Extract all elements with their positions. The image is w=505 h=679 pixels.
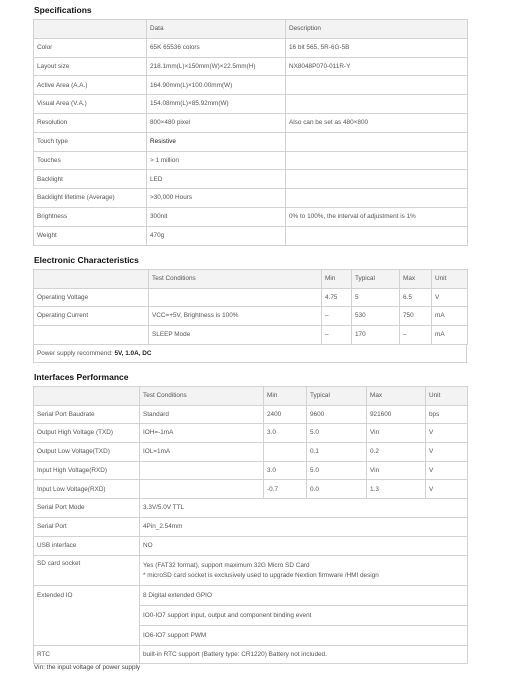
specifications-title: Specifications <box>34 5 92 15</box>
table-cell: 3.0 <box>264 424 307 443</box>
header-cell: Unit <box>426 387 468 406</box>
table-row <box>34 57 468 76</box>
table-cell: Color <box>34 38 147 57</box>
table-row <box>34 226 468 245</box>
table-row <box>34 189 468 208</box>
table-cell: 530 <box>352 307 400 326</box>
table-cell: Visual Area (V.A.) <box>34 95 147 114</box>
header-cell: Test Conditions <box>149 270 322 289</box>
table-cell: Vin <box>367 424 426 443</box>
header-cell: Data <box>147 20 286 39</box>
table-cell: 3.0 <box>264 461 307 480</box>
table-cell: 0% to 100%, the interval of adjustment is 1% <box>286 207 468 226</box>
table-row <box>34 405 468 424</box>
extio-label: Extended IO <box>34 586 140 646</box>
extio-line-2: IO0-IO7 support input, output and component binding event <box>140 606 468 626</box>
rtc-text: built-in RTC support (Battery type: CR1220) <box>143 650 267 658</box>
table-cell: Weight <box>34 226 147 245</box>
serial-port-value: 4Pin_2.54mm <box>140 518 468 537</box>
table-cell <box>140 461 264 480</box>
table-cell <box>286 189 468 208</box>
table-cell <box>140 480 264 499</box>
table-cell: V <box>426 461 468 480</box>
table-cell: 470g <box>147 226 286 245</box>
table-cell: 750 <box>400 307 432 326</box>
table-cell: – <box>400 326 432 345</box>
table-cell: Vin <box>367 461 426 480</box>
table-cell: Active Area (A.A.) <box>34 76 147 95</box>
table-cell: IOL=1mA <box>140 443 264 462</box>
table-cell <box>286 170 468 189</box>
table-cell: SLEEP Mode <box>149 326 322 345</box>
table-cell: Also can be set as 480×800 <box>286 113 468 132</box>
header-cell: Typical <box>352 270 400 289</box>
rtc-note: Battery not included. <box>268 650 327 658</box>
power-recommend-label: Power supply recommend: <box>37 349 113 357</box>
extio-line-1: 8 Digital extended GPIO <box>140 586 468 606</box>
sd-label: SD card socket <box>34 556 140 586</box>
header-cell: Description <box>286 20 468 39</box>
table-cell <box>264 443 307 462</box>
table-cell: 170 <box>352 326 400 345</box>
table-cell: Touches <box>34 151 147 170</box>
table-cell <box>286 226 468 245</box>
sd-value <box>140 556 468 586</box>
serial-port-label: Serial Port <box>34 518 140 537</box>
table-row <box>34 113 468 132</box>
table-cell: 16 bit 565, 5R-6G-5B <box>286 38 468 57</box>
table-row <box>34 461 468 480</box>
table-cell: 154.08mm(L)×85.92mm(W) <box>147 95 286 114</box>
power-recommend-table <box>33 344 467 363</box>
table-cell: mA <box>432 307 468 326</box>
table-row <box>34 307 468 326</box>
header-row <box>34 20 468 39</box>
table-cell <box>286 95 468 114</box>
table-cell: Input Low Voltage(RXD) <box>34 480 140 499</box>
table-cell: VCC=+5V, Brightness is 100% <box>149 307 322 326</box>
table-row <box>34 443 468 462</box>
table-row <box>34 151 468 170</box>
table-cell: mA <box>432 326 468 345</box>
header-cell <box>34 270 149 289</box>
header-cell: Min <box>264 387 307 406</box>
footnote: Vin: the input voltage of power supply <box>34 664 141 671</box>
table-cell: 5.0 <box>307 424 367 443</box>
power-recommend-row <box>34 345 467 363</box>
table-cell: Brightness <box>34 207 147 226</box>
serial-mode-value: 3.3V/5.0V TTL <box>140 499 468 518</box>
table-cell: V <box>432 288 468 307</box>
table-row <box>34 288 468 307</box>
table-cell: 1.3 <box>367 480 426 499</box>
table-cell: 6.5 <box>400 288 432 307</box>
usb-value: NO <box>140 537 468 556</box>
table-cell: Standard <box>140 405 264 424</box>
table-cell: Operating Voltage <box>34 288 149 307</box>
table-cell: -0.7 <box>264 480 307 499</box>
table-cell: V <box>426 443 468 462</box>
header-row <box>34 270 468 289</box>
header-cell: Unit <box>432 270 468 289</box>
table-cell: 65K 65536 colors <box>147 38 286 57</box>
interfaces-extra-table <box>33 498 468 664</box>
interfaces-table <box>33 386 468 499</box>
table-cell: – <box>322 307 352 326</box>
header-cell: Typical <box>307 387 367 406</box>
header-cell: Max <box>367 387 426 406</box>
table-cell: V <box>426 480 468 499</box>
interfaces-title: Interfaces Performance <box>34 372 129 382</box>
table-row <box>34 207 468 226</box>
table-row <box>34 132 468 151</box>
table-cell: 9600 <box>307 405 367 424</box>
table-cell <box>286 151 468 170</box>
table-cell: Input High Voltage(RXD) <box>34 461 140 480</box>
table-cell: Resistive <box>147 132 286 151</box>
table-cell: 800×480 pixel <box>147 113 286 132</box>
table-row <box>34 76 468 95</box>
table-cell: V <box>426 424 468 443</box>
sd-line-1: Yes (FAT32 format), support maximum 32G Micro SD Card <box>143 561 310 569</box>
rtc-label: RTC <box>34 646 140 664</box>
usb-label: USB interface <box>34 537 140 556</box>
power-recommend-value: 5V, 1.0A, DC <box>114 349 152 357</box>
header-cell: Min <box>322 270 352 289</box>
header-cell: Max <box>400 270 432 289</box>
table-cell: Layout size <box>34 57 147 76</box>
table-cell: Output Low Voltage(TXD) <box>34 443 140 462</box>
table-cell <box>34 326 149 345</box>
table-cell: Output High Voltage (TXD) <box>34 424 140 443</box>
table-cell <box>149 288 322 307</box>
rtc-value <box>140 646 468 664</box>
table-cell: IOH=-1mA <box>140 424 264 443</box>
table-cell: 5.0 <box>307 461 367 480</box>
table-cell: Serial Port Baudrate <box>34 405 140 424</box>
specifications-table <box>33 19 468 246</box>
table-cell: > 1 million <box>147 151 286 170</box>
header-row <box>34 387 468 406</box>
table-cell: Backlight lifetime (Average) <box>34 189 147 208</box>
table-row <box>34 95 468 114</box>
table-row <box>34 326 468 345</box>
table-cell: >30,000 Hours <box>147 189 286 208</box>
table-cell: 0.1 <box>307 443 367 462</box>
table-cell: 164.90mm(L)×100.00mm(W) <box>147 76 286 95</box>
electronic-title: Electronic Characteristics <box>34 255 139 265</box>
extio-line-3: IO6-IO7 support PWM <box>140 626 468 646</box>
table-cell: Touch type <box>34 132 147 151</box>
header-cell <box>34 387 140 406</box>
table-cell: Operating Current <box>34 307 149 326</box>
table-cell: 4.75 <box>322 288 352 307</box>
table-cell: 0.2 <box>367 443 426 462</box>
table-cell: LED <box>147 170 286 189</box>
sd-line-2: * microSD card socket is exclusively used to upgrade Nextion firmware /HMI design <box>143 572 379 579</box>
table-cell: 300nit <box>147 207 286 226</box>
table-row <box>34 480 468 499</box>
table-row <box>34 38 468 57</box>
table-cell: NX8048P070-011R-Y <box>286 57 468 76</box>
table-cell: bps <box>426 405 468 424</box>
header-cell: Test Conditions <box>140 387 264 406</box>
table-cell: 5 <box>352 288 400 307</box>
table-cell: 2400 <box>264 405 307 424</box>
table-cell: – <box>322 326 352 345</box>
table-cell: Resolution <box>34 113 147 132</box>
table-cell: Backlight <box>34 170 147 189</box>
table-cell: 921600 <box>367 405 426 424</box>
table-cell: 0.0 <box>307 480 367 499</box>
serial-mode-label: Serial Port Mode <box>34 499 140 518</box>
table-row <box>34 424 468 443</box>
table-cell <box>286 132 468 151</box>
table-cell: 218.1mm(L)×150mm(W)×22.5mm(H) <box>147 57 286 76</box>
table-row <box>34 170 468 189</box>
electronic-table <box>33 269 468 345</box>
table-cell <box>286 76 468 95</box>
header-cell <box>34 20 147 39</box>
